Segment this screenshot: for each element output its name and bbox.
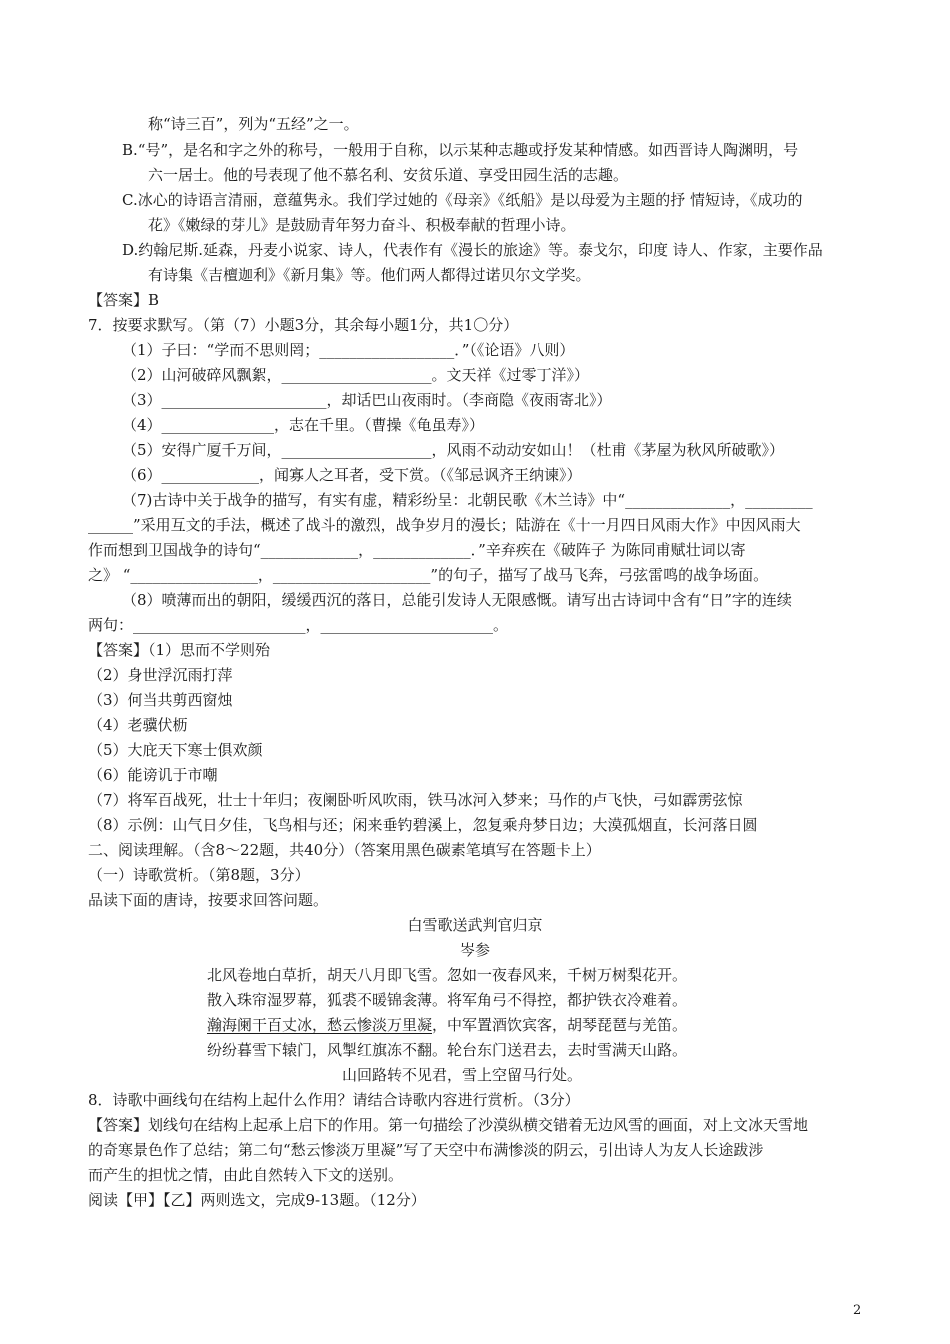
section-2-heading: 二、阅读理解。（含8〜22题，共40分）（答案用黑色碳素笔填写在答题卡上） xyxy=(88,841,601,859)
poem-line-3 xyxy=(207,1015,687,1035)
question-7-item-7-line-2: ______”采用互文的手法，概述了战斗的激烈，战争岁月的漫长；陆游在《十一月四日风雨大作》中因风雨大 xyxy=(88,516,801,534)
option-b-continued: 六一居士。他的号表现了他不慕名利、安贫乐道、享受田园生活的志趣。 xyxy=(148,166,629,184)
question-7-item-4: （4）_______________，志在千里。（曹操《龟虽寿》） xyxy=(122,416,485,434)
reading-instruction: 阅读【甲】【乙】两则选文，完成9-13题。（12分） xyxy=(88,1191,426,1209)
answer-7-item-7: （7）将军百战死，壮士十年归；夜阑卧听风吹雨，铁马冰河入梦来；马作的卢飞快，弓如霹雳弦惊 xyxy=(88,791,743,809)
answer-7-item-5: （5）大庇天下寒士俱欢颜 xyxy=(88,741,263,759)
option-a-continued: 称“诗三百”，列为“五经”之一。 xyxy=(148,115,359,133)
question-7-item-3: （3）______________________，却话巴山夜雨时。（李商隐《夜雨寄北》） xyxy=(122,391,612,409)
poem-line-3-rest: ，中军置酒饮宾客，胡琴琵琶与羌笛。 xyxy=(432,1016,688,1034)
poem-author: 岑参 xyxy=(459,941,490,959)
question-7-item-6: （6）_____________，闻寡人之耳者，受下赏。（《邹忌讽齐王纳谏》） xyxy=(122,466,582,484)
answer-7-item-3: （3）何当共剪西窗烛 xyxy=(88,691,233,709)
option-d-continued: 有诗集《吉檀迦利》《新月集》等。他们两人都得过诺贝尔文学奖。 xyxy=(148,266,591,284)
poetry-instruction: 品读下面的唐诗，按要求回答问题。 xyxy=(88,891,329,909)
poem-line-4: 纷纷暮雪下辕门，风掣红旗冻不翻。轮台东门送君去，去时雪满天山路。 xyxy=(207,1041,688,1059)
poem-title: 白雪歌送武判官归京 xyxy=(407,916,543,934)
question-7-item-7-line-3: 作而想到卫国战争的诗句“_____________，_____________．”辛弃疾在《破阵子 为陈同甫赋壮词以寄 xyxy=(88,541,746,559)
poem-line-5: 山回路转不见君，雪上空留马行处。 xyxy=(342,1066,583,1084)
question-7-item-7-line-4: 之》 “_________________，_____________________”的句子，描写了战马飞奔，弓弦雷鸣的战争场面。 xyxy=(88,566,769,584)
answer-8: 【答案】划线句在结构上起承上启下的作用。第一句描绘了沙漠纵横交错着无边风雪的画面，对上文冰天雪地 xyxy=(88,1116,809,1134)
question-7-item-5: （5）安得广厦千万间，____________________，风雨不动动安如山！（杜甫《茅屋为秋风所破歌》） xyxy=(122,441,785,459)
answer-7-item-2: （2）身世浮沉雨打萍 xyxy=(88,666,233,684)
answer-7-item-4: （4）老骥伏枥 xyxy=(88,716,188,734)
question-7-item-8: （8）喷薄而出的朝阳，缓缓西沉的落日，总能引发诗人无限感慨。请写出古诗词中含有“日”字的连续 xyxy=(122,591,792,609)
question-8: 8．诗歌中画线句在结构上起什么作用？请结合诗歌内容进行赏析。（3分） xyxy=(88,1091,580,1109)
subsection-poetry-heading: （一）诗歌赏析。（第8题，3分） xyxy=(88,866,310,884)
question-7-item-8-line-2: 两句：_______________________，_______________________。 xyxy=(88,616,509,634)
answer-7: 【答案】（1）思而不学则殆 xyxy=(88,641,271,659)
answer-8-line-3: 而产生的担忧之情，由此自然转入下文的送别。 xyxy=(88,1166,404,1184)
option-c: C.冰心的诗语言清丽，意蕴隽永。我们学过她的《母亲》《纸船》是以母爱为主题的抒 情短诗，《成功的 xyxy=(122,191,803,209)
answer-7-item-6: （6）能谤讥于市嘲 xyxy=(88,766,218,784)
poem-line-2: 散入珠帘湿罗幕，狐裘不暖锦衾薄。将军角弓不得控，都护铁衣冷难着。 xyxy=(207,991,688,1009)
question-7-item-1: （1）子曰：“学而不思则罔；__________________．”（《论语》八则） xyxy=(122,341,575,359)
answer-7-item-8: （8）示例：山气日夕佳，飞鸟相与还；闲来垂钓碧溪上，忽复乘舟梦日边；大漠孤烟直，长河落日圆 xyxy=(88,816,758,834)
poem-line-1: 北风卷地白草折，胡天八月即飞雪。忽如一夜春风来，千树万树梨花开。 xyxy=(207,966,688,984)
question-7-heading: 7．按要求默写。（第（7）小题3分，其余每小题1分，共1〇分） xyxy=(88,316,519,334)
question-7-item-7: （7)古诗中关于战争的描写，有实有虚，精彩纷呈：北朝民歌《木兰诗》中“______________，_________ xyxy=(122,491,813,509)
option-d: D.约翰尼斯.延森，丹麦小说家、诗人，代表作有《漫长的旅途》等。泰戈尔，印度 诗人、作家，主要作品 xyxy=(122,241,823,259)
answer-6: 【答案】B xyxy=(88,291,160,309)
answer-8-line-2: 的奇寒景色作了总结；第二句“愁云惨淡万里凝”写了天空中布满惨淡的阴云，引出诗人为友人长途跋涉 xyxy=(88,1141,764,1159)
underlined-verse: 瀚海阑干百丈冰，愁云惨淡万里凝 xyxy=(207,1016,433,1034)
page-number: 2 xyxy=(853,1303,862,1318)
option-c-continued: 花》《嫩绿的芽儿》是鼓励青年努力奋斗、积极奉献的哲理小诗。 xyxy=(148,216,576,234)
option-b: B.“号”，是名和字之外的称号，一般用于自称，以示某种志趣或抒发某种情感。如西晋诗人陶渊明，号 xyxy=(122,141,799,159)
question-7-item-2: （2）山河破碎风飘絮，____________________。文天祥《过零丁洋》） xyxy=(122,366,590,384)
